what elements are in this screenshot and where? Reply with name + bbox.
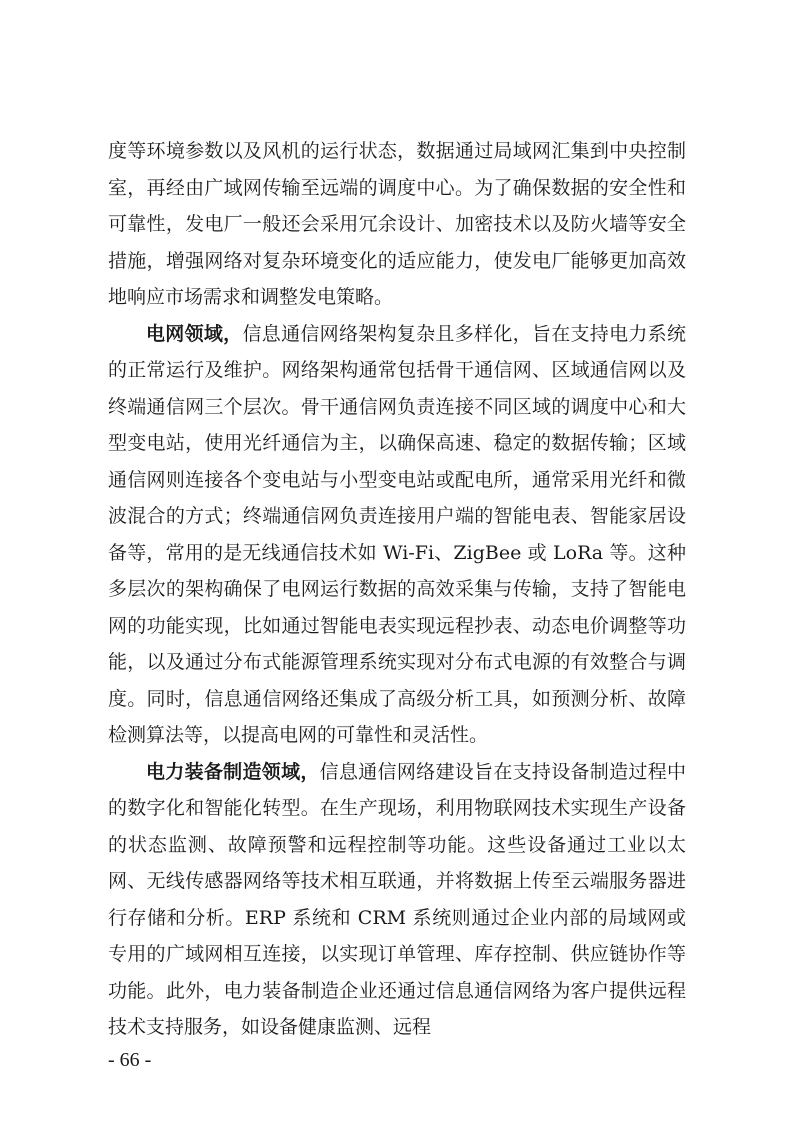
paragraph-equipment-manufacturing xyxy=(108,754,686,1046)
paragraph-heading: 电网领域， xyxy=(146,322,243,345)
paragraph-power-grid xyxy=(108,316,686,754)
paragraph-heading: 电力装备制造领域， xyxy=(146,760,320,783)
body-text xyxy=(108,133,686,1046)
paragraph-text: 信息通信网络架构复杂且多样化，旨在支持电力系统的正常运行及维护。网络架构通常包括骨干通信网、区域通信网以及终端通信网三个层次。骨干通信网负责连接不同区域的调度中心和大型变电站，使用光纤通信为主，以确保高速、稳定的数据传输；区域通信网则连接各个变电站与小型变电站或配电所，通常采用光纤和微波混合的方式；终端通信网负责连接用户端的智能电表、智能家居设备等，常用的是无线通信技术如 Wi-Fi、ZigBee 或 LoRa 等。这种多层次的架构确保了电网运行数据的高效采集与传输，支持了智能电网的功能实现，比如通过智能电表实现远程抄表、动态电价调整等功能，以及通过分布式能源管理系统实现对分布式电源的有效整合与调度。同时，信息通信网络还集成了高级分析工具，如预测分析、故障检测算法等，以提高电网的可靠性和灵活性。 xyxy=(108,322,686,746)
paragraph-text: 度等环境参数以及风机的运行状态，数据通过局域网汇集到中央控制室，再经由广域网传输至远端的调度中心。为了确保数据的安全性和可靠性，发电厂一般还会采用冗余设计、加密技术以及防火墙等安全措施，增强网络对复杂环境变化的适应能力，使发电厂能够更加高效地响应市场需求和调整发电策略。 xyxy=(108,140,686,308)
page-number: - 66 - xyxy=(108,1049,152,1071)
paragraph-continued xyxy=(108,133,686,316)
paragraph-text: 信息通信网络建设旨在支持设备制造过程中的数字化和智能化转型。在生产现场，利用物联网技术实现生产设备的状态监测、故障预警和远程控制等功能。这些设备通过工业以太网、无线传感器网络等技术相互联通，并将数据上传至云端服务器进行存储和分析。ERP 系统和 CRM 系统则通过企业内部的局域网或专用的广域网相互连接，以实现订单管理、库存控制、供应链协作等功能。此外，电力装备制造企业还通过信息通信网络为客户提供远程技术支持服务，如设备健康监测、远程 xyxy=(108,760,686,1038)
